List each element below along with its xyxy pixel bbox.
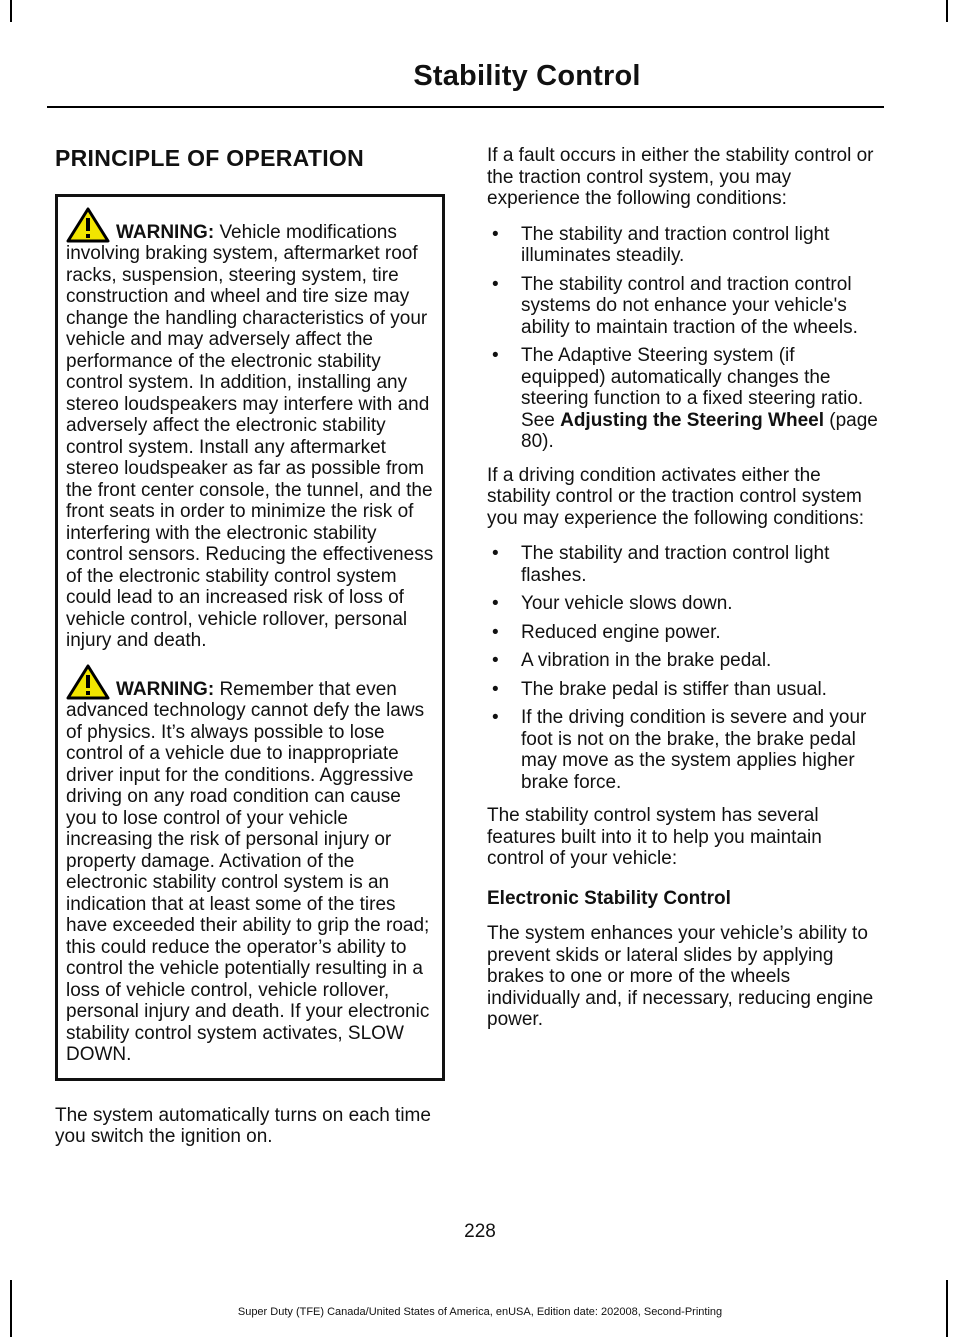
warning-text: Vehicle modifications involving braking system, aftermarket roof racks, suspension, steering system, tire construction and wheel and tire size may change the handling characteristics of your vehicle and may adversely affect the performance of the electronic stability control system. In addition, installing any stereo loudspeakers may interfere with and adversely affect the electronic stability control system. Install any aftermarket stereo loudspeaker as far as possible from the front center console, the tunnel, and the front seats in order to minimize the risk of interfering with the electronic stability control sensors. Reducing the effectiveness of the electronic stability control system could lead to an increased risk of loss of vehicle control, vehicle rollover, personal injury and death. bbox=[66, 221, 434, 651]
section-title: PRINCIPLE OF OPERATION bbox=[55, 145, 365, 171]
header-divider bbox=[47, 106, 884, 108]
list-item: • Your vehicle slows down. bbox=[487, 593, 880, 615]
activation-conditions-list bbox=[487, 543, 880, 793]
list-item: • The stability control and traction control systems do not enhance your vehicle's ability to maintain traction of the wheels. bbox=[487, 274, 880, 339]
list-item: • The stability and traction control light illuminates steadily. bbox=[487, 224, 880, 267]
esc-description: The system enhances your vehicle’s ability to prevent skids or lateral slides by applying brakes to one or more of the wheels individually and, if necessary, reducing engine power. bbox=[487, 923, 874, 1030]
left-column bbox=[55, 145, 445, 1162]
list-item: • The brake pedal is stiffer than usual. bbox=[487, 679, 880, 701]
right-column bbox=[487, 145, 880, 1045]
warning-text: Remember that even advanced technology cannot defy the laws of physics. It’s always possible to lose control of a vehicle due to inappropriate driver input for the conditions. Aggressive driving on any road condition can cause you to lose control of your vehicle increasing the risk of personal injury or property damage. Activation of the electronic stability control system is an indication that at least some of the tires have exceeded their ability to grip the road; this could reduce the operator’s ability to control the vehicle potentially resulting in a loss of vehicle control, vehicle rollover, personal injury and death. If your electronic stability control system activates, SLOW DOWN. bbox=[66, 678, 430, 1065]
warning-triangle-icon bbox=[66, 664, 110, 700]
page-reference: (page 80). bbox=[521, 409, 878, 452]
footer-edition-info: Super Duty (TFE) Canada/United States of America, enUSA, Edition date: 202008, Second-Printing bbox=[237, 1306, 723, 1318]
warning-paragraph bbox=[66, 664, 434, 1066]
list-item: • If the driving condition is severe and your foot is not on the brake, the brake pedal may move as the system applies higher brake force. bbox=[487, 707, 880, 793]
list-item-text: The Adaptive Steering system (if equipped) automatically changes the steering function to a fixed steering ratio. See bbox=[521, 345, 864, 431]
features-intro: The stability control system has several features built into it to help you maintain control of your vehicle: bbox=[487, 805, 822, 869]
warning-label: WARNING: bbox=[116, 678, 215, 700]
ignition-note: The system automatically turns on each time you switch the ignition on. bbox=[55, 1104, 431, 1147]
list-item: • The stability and traction control light flashes. bbox=[487, 543, 880, 586]
warning-box bbox=[55, 194, 445, 1081]
warning-paragraph bbox=[66, 207, 434, 652]
crop-mark-top-left bbox=[10, 0, 12, 22]
list-item bbox=[487, 345, 880, 453]
cross-reference-link[interactable]: Adjusting the Steering Wheel bbox=[560, 409, 824, 431]
subheading-esc: Electronic Stability Control bbox=[487, 887, 731, 909]
crop-mark-top-right bbox=[946, 0, 948, 22]
fault-conditions-list bbox=[487, 224, 880, 453]
page-number: 228 bbox=[464, 1221, 496, 1242]
fault-intro: If a fault occurs in either the stability control or the traction control system, you may experience the following conditions: bbox=[487, 145, 874, 209]
warning-label: WARNING: bbox=[116, 221, 215, 243]
warning-triangle-icon bbox=[66, 207, 110, 243]
page-header-title: Stability Control bbox=[413, 60, 641, 92]
list-item: • Reduced engine power. bbox=[487, 622, 880, 644]
activation-intro: If a driving condition activates either the stability control or the traction control system you may experience the following conditions: bbox=[487, 464, 865, 529]
list-item: • A vibration in the brake pedal. bbox=[487, 650, 880, 672]
